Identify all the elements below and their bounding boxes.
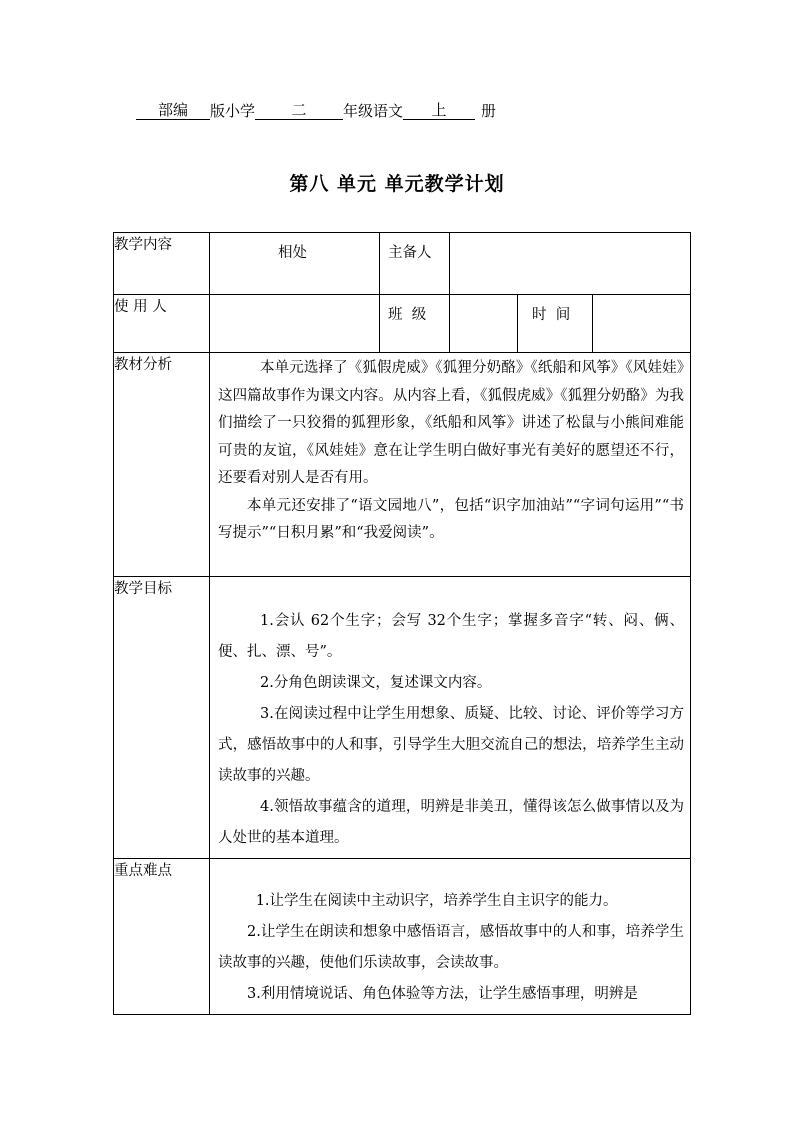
key-point-item: 3.利用情境说话、角色体验等方法，让学生感悟事理，明辨是 (247, 986, 638, 1002)
table-row (114, 353, 691, 577)
time-value (593, 295, 691, 353)
goal-item: 3.在阅读过程中让学生用想象、质疑、比较、讨论、评价等学习方式，感悟故事中的人和事，引导学生大胆交流自己的想法，培养学生主动读故事的兴趣。 (218, 706, 685, 784)
page-title: 第八 单元 单元教学计划 (289, 173, 505, 195)
user-label: 使 用 人 (114, 295, 210, 353)
key-points-label: 重点难点 (114, 859, 210, 1015)
plan-table (113, 232, 691, 1015)
preparer-value (450, 233, 691, 295)
analysis-cell (210, 353, 691, 577)
key-point-item: 1.让学生在阅读中主动识字，培养学生自主识字的能力。 (255, 893, 618, 909)
analysis-label: 教材分析 (114, 353, 210, 577)
edition-field: 部编 (136, 101, 210, 120)
grade-field: 二 (255, 101, 343, 120)
volume-field: 上 (403, 101, 475, 120)
header-line (136, 101, 556, 123)
goal-item: 2.分角色朗读课文，复述课文内容。 (260, 675, 492, 691)
key-points-cell (210, 859, 691, 1015)
class-value (450, 295, 518, 353)
content-label: 教学内容 (114, 233, 210, 295)
table-row (114, 233, 691, 295)
goal-item: 1.会认 62个生字；会写 32个生字；掌握多音字“转、闷、俩、便、扎、漂、号”。 (218, 613, 685, 660)
table-row (114, 859, 691, 1015)
goals-label: 教学目标 (114, 577, 210, 859)
time-label: 时 间 (518, 295, 593, 353)
content-value: 相处 (210, 233, 380, 295)
class-label: 班 级 (380, 295, 450, 353)
user-value (210, 295, 380, 353)
key-point-item: 2.让学生在朗读和想象中感悟语言，感悟故事中的人和事，培养学生读故事的兴趣，使他们乐读故事，会读故事。 (218, 924, 685, 971)
analysis-paragraph: 本单元选择了《狐假虎威》《狐狸分奶酪》《纸船和风筝》《风娃娃》这四篇故事作为课文内容。从内容上看，《狐假虎威》《狐狸分奶酪》为我们描绘了一只狡猾的狐狸形象，《纸船和风筝》讲述了松鼠与小熊间难能可贵的友谊，《风娃娃》意在让学生明白做好事光有美好的愿望还不行，还要看对别人是否有用。 (218, 360, 685, 486)
volume-suffix-label: 册 (481, 102, 497, 120)
goals-cell (210, 577, 691, 859)
table-row (114, 577, 691, 859)
school-level-label: 版小学 (210, 102, 256, 120)
preparer-label: 主备人 (380, 233, 450, 295)
table-row (114, 295, 691, 353)
analysis-paragraph: 本单元还安排了“语文园地八”，包括“识字加油站”“字词句运用”“书写提示”“日积月累”和“我爱阅读”。 (218, 497, 685, 541)
goal-item: 4.领悟故事蕴含的道理，明辨是非美丑，懂得该怎么做事情以及为人处世的基本道理。 (218, 799, 685, 846)
grade-suffix-label: 年级语文 (343, 102, 404, 120)
